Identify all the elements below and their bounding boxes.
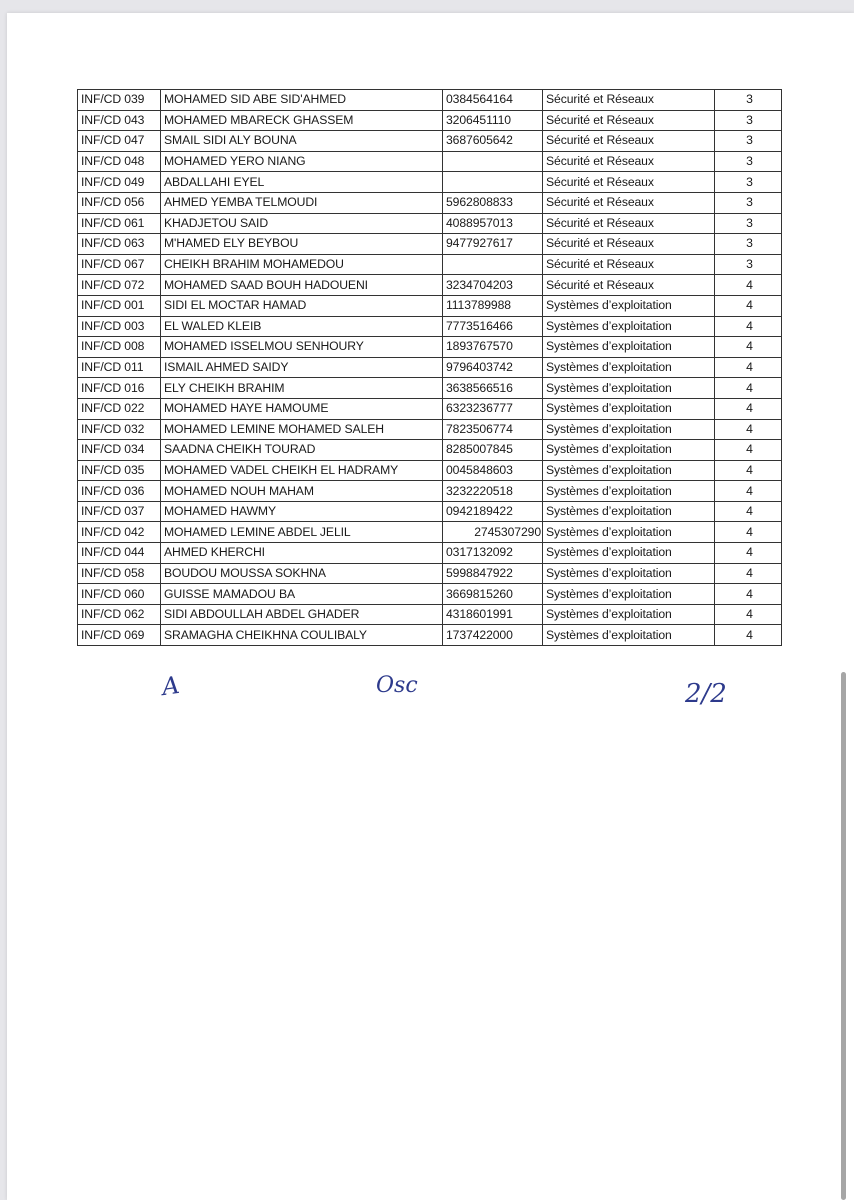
student-level: 4 [715,481,782,502]
table-row [78,172,782,193]
student-department: Systèmes d’exploitation [543,522,715,543]
student-level: 3 [715,90,782,111]
student-level: 4 [715,604,782,625]
document-page [7,13,854,1200]
student-department: Sécurité et Réseaux [543,172,715,193]
student-level: 4 [715,460,782,481]
table-row [78,460,782,481]
student-level: 4 [715,275,782,296]
table-row [78,440,782,461]
student-level: 4 [715,522,782,543]
student-department: Systèmes d’exploitation [543,625,715,646]
student-level: 3 [715,110,782,131]
student-department: Systèmes d’exploitation [543,295,715,316]
student-name: MOHAMED SID ABE SID'AHMED [161,90,443,111]
student-department: Sécurité et Réseaux [543,275,715,296]
student-name: GUISSE MAMADOU BA [161,584,443,605]
student-name: ELY CHEIKH BRAHIM [161,378,443,399]
table-row [78,604,782,625]
student-name: KHADJETOU SAID [161,213,443,234]
student-department: Systèmes d’exploitation [543,378,715,399]
student-phone: 3669815260 [443,584,543,605]
student-code: INF/CD 058 [78,563,161,584]
student-name: ABDALLAHI EYEL [161,172,443,193]
student-phone: 0384564164 [443,90,543,111]
student-department: Systèmes d’exploitation [543,357,715,378]
student-name: SRAMAGHA CHEIKHNA COULIBALY [161,625,443,646]
student-name: MOHAMED ISSELMOU SENHOURY [161,337,443,358]
table-row [78,213,782,234]
student-department: Systèmes d’exploitation [543,419,715,440]
table-row [78,234,782,255]
student-phone [443,172,543,193]
student-phone: 3232220518 [443,481,543,502]
student-department: Systèmes d’exploitation [543,501,715,522]
student-code: INF/CD 032 [78,419,161,440]
student-name: MOHAMED MBARECK GHASSEM [161,110,443,131]
student-department: Sécurité et Réseaux [543,131,715,152]
student-phone: 3234704203 [443,275,543,296]
table-row [78,625,782,646]
student-department: Sécurité et Réseaux [543,90,715,111]
student-department: Sécurité et Réseaux [543,110,715,131]
student-department: Systèmes d’exploitation [543,337,715,358]
student-code: INF/CD 072 [78,275,161,296]
student-department: Systèmes d’exploitation [543,460,715,481]
student-name: AHMED KHERCHI [161,543,443,564]
student-phone: 3206451110 [443,110,543,131]
student-name: EL WALED KLEIB [161,316,443,337]
student-table [77,89,782,646]
student-phone: 4088957013 [443,213,543,234]
student-code: INF/CD 037 [78,501,161,522]
student-level: 4 [715,501,782,522]
student-code: INF/CD 049 [78,172,161,193]
student-code: INF/CD 011 [78,357,161,378]
table-row [78,151,782,172]
table-row [78,584,782,605]
table-row [78,90,782,111]
student-code: INF/CD 022 [78,398,161,419]
student-department: Systèmes d’exploitation [543,440,715,461]
student-level: 4 [715,563,782,584]
student-code: INF/CD 044 [78,543,161,564]
student-code: INF/CD 048 [78,151,161,172]
student-level: 4 [715,378,782,399]
table-row [78,501,782,522]
student-name: BOUDOU MOUSSA SOKHNA [161,563,443,584]
table-row [78,295,782,316]
student-code: INF/CD 008 [78,337,161,358]
table-row [78,481,782,502]
student-code: INF/CD 063 [78,234,161,255]
student-phone: 0317132092 [443,543,543,564]
table-row [78,131,782,152]
table-row [78,563,782,584]
table-body [78,90,782,646]
student-department: Sécurité et Réseaux [543,213,715,234]
student-level: 3 [715,131,782,152]
student-phone: 3638566516 [443,378,543,399]
student-level: 4 [715,357,782,378]
student-code: INF/CD 047 [78,131,161,152]
student-level: 4 [715,625,782,646]
student-level: 4 [715,584,782,605]
student-department: Systèmes d’exploitation [543,316,715,337]
student-code: INF/CD 039 [78,90,161,111]
student-level: 4 [715,337,782,358]
student-phone: 5998847922 [443,563,543,584]
student-level: 3 [715,151,782,172]
vertical-scrollbar[interactable] [841,672,846,1200]
student-department: Systèmes d’exploitation [543,563,715,584]
student-department: Systèmes d’exploitation [543,543,715,564]
student-department: Sécurité et Réseaux [543,192,715,213]
student-department: Systèmes d’exploitation [543,604,715,625]
student-level: 3 [715,254,782,275]
student-name: MOHAMED VADEL CHEIKH EL HADRAMY [161,460,443,481]
table-row [78,378,782,399]
table-row [78,522,782,543]
student-department: Systèmes d’exploitation [543,584,715,605]
student-name: CHEIKH BRAHIM MOHAMEDOU [161,254,443,275]
student-code: INF/CD 069 [78,625,161,646]
handwritten-initial: A [160,670,182,702]
student-code: INF/CD 061 [78,213,161,234]
student-code: INF/CD 016 [78,378,161,399]
student-code: INF/CD 062 [78,604,161,625]
student-department: Systèmes d’exploitation [543,481,715,502]
table-row [78,275,782,296]
student-name: MOHAMED LEMINE MOHAMED SALEH [161,419,443,440]
student-level: 4 [715,440,782,461]
student-phone: 3687605642 [443,131,543,152]
student-phone: 9796403742 [443,357,543,378]
student-name: MOHAMED LEMINE ABDEL JELIL [161,522,443,543]
student-name: AHMED YEMBA TELMOUDI [161,192,443,213]
student-code: INF/CD 042 [78,522,161,543]
student-phone: 0942189422 [443,501,543,522]
student-level: 4 [715,419,782,440]
student-code: INF/CD 036 [78,481,161,502]
student-code: INF/CD 067 [78,254,161,275]
student-name: ISMAIL AHMED SAIDY [161,357,443,378]
student-code: INF/CD 034 [78,440,161,461]
student-department: Systèmes d’exploitation [543,398,715,419]
student-department: Sécurité et Réseaux [543,254,715,275]
student-phone: 9477927617 [443,234,543,255]
student-phone: 7823506774 [443,419,543,440]
student-department: Sécurité et Réseaux [543,151,715,172]
student-name: SIDI ABDOULLAH ABDEL GHADER [161,604,443,625]
table-row [78,398,782,419]
student-level: 3 [715,213,782,234]
student-level: 4 [715,295,782,316]
table-row [78,419,782,440]
student-code: INF/CD 035 [78,460,161,481]
student-name: MOHAMED SAAD BOUH HADOUENI [161,275,443,296]
student-name: SIDI EL MOCTAR HAMAD [161,295,443,316]
student-name: MOHAMED YERO NIANG [161,151,443,172]
student-name: MOHAMED NOUH MAHAM [161,481,443,502]
table-row [78,357,782,378]
table-row [78,316,782,337]
student-phone: 1113789988 [443,295,543,316]
student-phone [443,151,543,172]
student-name: MOHAMED HAWMY [161,501,443,522]
table-row [78,192,782,213]
student-level: 3 [715,172,782,193]
student-code: INF/CD 001 [78,295,161,316]
student-phone: 2745307290 [443,522,543,543]
student-code: INF/CD 060 [78,584,161,605]
student-level: 4 [715,398,782,419]
student-phone: 7773516466 [443,316,543,337]
student-name: SAADNA CHEIKH TOURAD [161,440,443,461]
table-row [78,254,782,275]
handwritten-page-number: 2/2 [685,679,727,709]
student-level: 3 [715,234,782,255]
student-code: INF/CD 056 [78,192,161,213]
student-phone: 6323236777 [443,398,543,419]
table-row [78,110,782,131]
student-name: MOHAMED HAYE HAMOUME [161,398,443,419]
student-department: Sécurité et Réseaux [543,234,715,255]
student-code: INF/CD 043 [78,110,161,131]
student-name: M'HAMED ELY BEYBOU [161,234,443,255]
student-phone: 5962808833 [443,192,543,213]
student-phone: 8285007845 [443,440,543,461]
student-level: 3 [715,192,782,213]
student-phone: 1737422000 [443,625,543,646]
handwritten-signature: Osc [376,673,418,698]
student-code: INF/CD 003 [78,316,161,337]
student-level: 4 [715,543,782,564]
student-phone [443,254,543,275]
student-phone: 4318601991 [443,604,543,625]
table-row [78,543,782,564]
student-level: 4 [715,316,782,337]
student-phone: 0045848603 [443,460,543,481]
table-row [78,337,782,358]
student-name: SMAIL SIDI ALY BOUNA [161,131,443,152]
student-phone: 1893767570 [443,337,543,358]
